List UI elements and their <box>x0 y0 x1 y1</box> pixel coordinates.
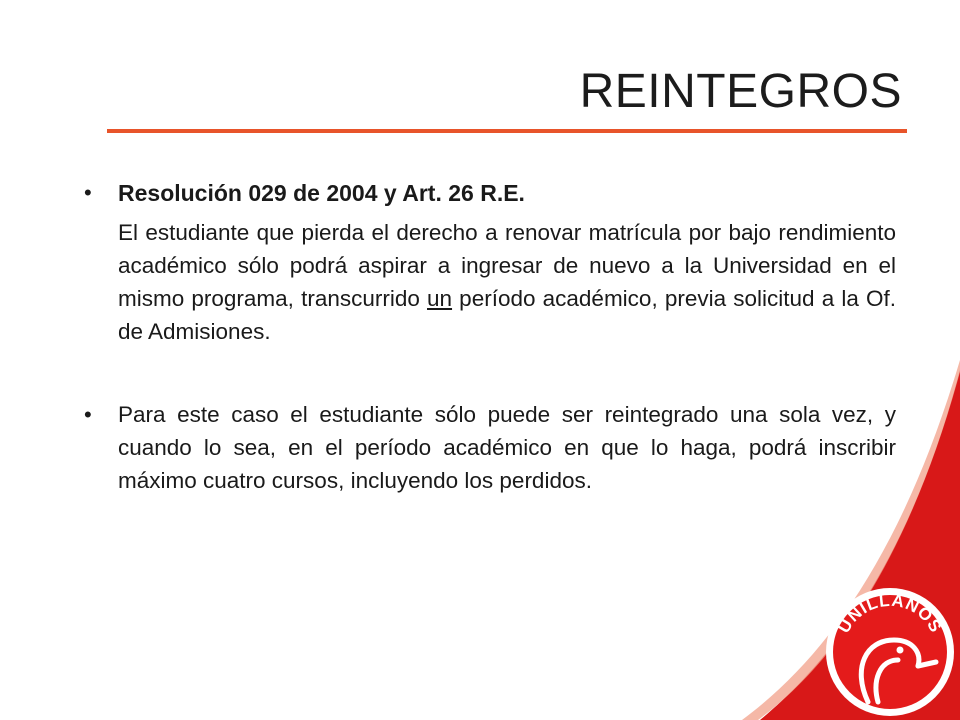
bullet-paragraph: Para este caso el estudiante sólo puede ser reintegrado una sola vez, y cuando lo sea, en el período académico en que lo haga, podrá inscribir máximo cuatro cursos, incluyendo los perdidos. <box>118 402 896 493</box>
logo-wordmark: UNILLANOS <box>834 590 946 637</box>
underlined-word: un <box>427 286 453 311</box>
heron-eye-icon <box>897 647 904 654</box>
slide-title: REINTEGROS <box>579 65 902 118</box>
paragraph-text-end: período académico, previa solicitud a la Of. de Admisiones. <box>118 286 896 344</box>
bullet-heading: Resolución 029 de 2004 y Art. 26 R.E. <box>118 180 525 206</box>
bullet-dot-icon: • <box>84 402 92 427</box>
bullet-dot-icon: • <box>84 180 92 205</box>
paragraph-text-start: El estudiante que pierda el derecho a renovar matrícula por bajo rendimiento académico sólo podrá aspirar a ingresar de nuevo a la Universidad en el mismo programa, transcurrido <box>118 220 896 311</box>
